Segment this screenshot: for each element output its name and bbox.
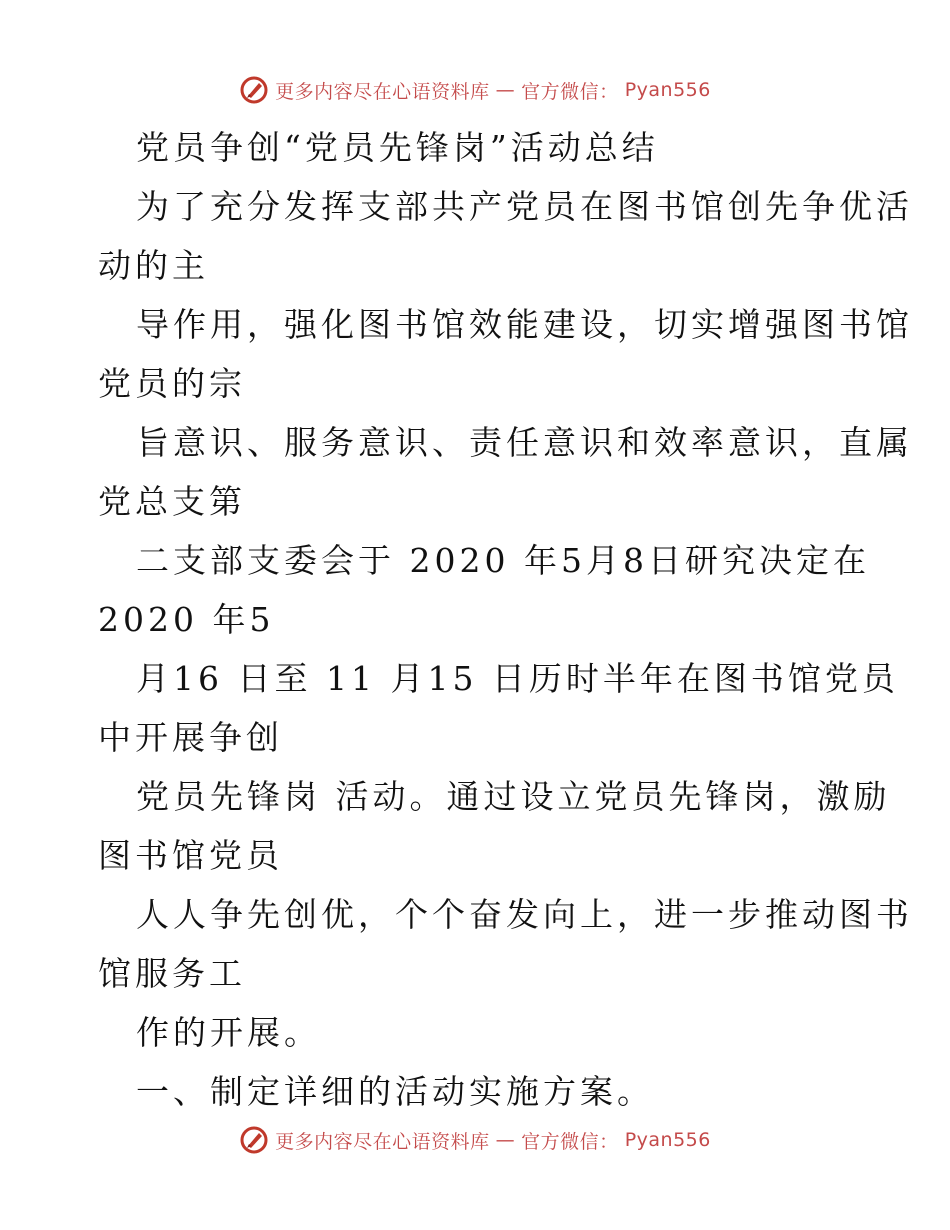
document-title: 党员争创“党员先锋岗”活动总结 bbox=[136, 128, 659, 167]
body-line: 人人争先创优，个个奋发向上，进一步推动图书 bbox=[136, 895, 913, 934]
watermark-handle: Pyan556 bbox=[624, 1129, 711, 1151]
body-line: 中开展争创 bbox=[98, 718, 283, 757]
body-line: 党员先锋岗 活动。通过设立党员先锋岗，激励 bbox=[136, 777, 891, 816]
pen-logo-icon bbox=[239, 1125, 269, 1155]
body-line: 图书馆党员 bbox=[98, 836, 283, 875]
header-watermark bbox=[0, 72, 950, 108]
pen-logo-icon bbox=[239, 75, 269, 105]
watermark-handle: Pyan556 bbox=[624, 79, 711, 101]
watermark-separator: — bbox=[495, 1129, 516, 1151]
document-body bbox=[98, 118, 913, 1121]
section-heading: 一、制定详细的活动实施方案。 bbox=[136, 1072, 654, 1111]
body-line: 旨意识、服务意识、责任意识和效率意识，直属 bbox=[136, 423, 913, 462]
watermark-separator: — bbox=[495, 79, 516, 101]
body-line: 动的主 bbox=[98, 246, 209, 285]
watermark-text: 更多内容尽在心语资料库 bbox=[275, 1130, 490, 1153]
body-line: 月16 日至 11 月15 日历时半年在图书馆党员 bbox=[136, 659, 899, 698]
watermark-contact-label: 官方微信： bbox=[521, 80, 619, 103]
body-line: 为了充分发挥支部共产党员在图书馆创先争优活 bbox=[136, 187, 913, 226]
watermark-contact-label: 官方微信： bbox=[521, 1130, 619, 1153]
body-line: 党总支第 bbox=[98, 482, 246, 521]
body-line: 作的开展。 bbox=[136, 1013, 321, 1052]
body-line: 二支部支委会于 2020 年5月8日研究决定在 bbox=[136, 541, 870, 580]
body-line: 馆服务工 bbox=[98, 954, 246, 993]
body-line: 导作用，强化图书馆效能建设，切实增强图书馆 bbox=[136, 305, 913, 344]
watermark-text: 更多内容尽在心语资料库 bbox=[275, 80, 490, 103]
body-line: 党员的宗 bbox=[98, 364, 246, 403]
footer-watermark bbox=[0, 1122, 950, 1158]
body-line: 2020 年5 bbox=[98, 600, 275, 639]
